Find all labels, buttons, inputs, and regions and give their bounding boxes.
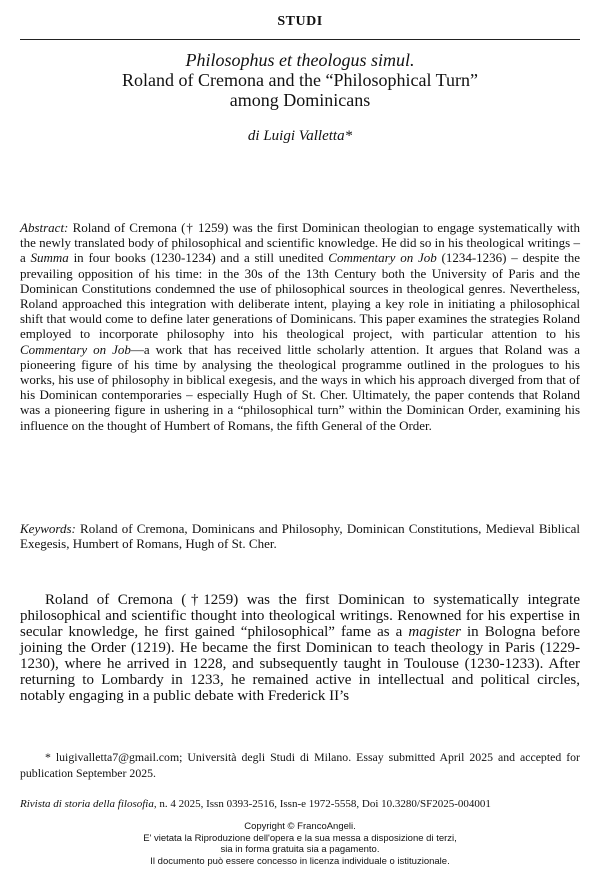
title-line-2: Roland of Cremona and the “Philosophical Turn” (122, 70, 478, 90)
keywords-paragraph (20, 521, 580, 551)
body-text-1: Roland of Cremona (†1259) was the first Dominican to systematically integrate philosophical and scientific thought into theological writings. Renowned for his expertise in secular knowledge, he first gained “philosophical” fame as a (20, 592, 580, 640)
article-title (20, 50, 580, 110)
citation-details: , n. 4 2025, Issn 0393-2516, Issn-e 1972-5558, Doi 10.3280/SF2025-004001 (153, 798, 491, 810)
copyright-line-4: Il documento può essere concesso in licenza individuale o istituzionale. (150, 855, 450, 867)
abstract-text-1: Roland of Cremona († 1259) was the first Dominican theologian to engage systematically with the newly translated body of philosophical and scientific knowledge. He did so in his theological writings – a (20, 220, 580, 266)
body-magister: magister (408, 624, 461, 640)
copyright-line-3: sia in forma gratuita sia a pagamento. (220, 844, 380, 855)
copyright-line-2: E' vietata la Riproduzione dell'opera e la sua messa a disposizione di terzi, (143, 832, 457, 844)
abstract-text-2: in four books (1230-1234) and a still unedited (68, 250, 329, 266)
header-rule (20, 39, 580, 40)
abstract-text-4: —a work that has received little scholarly attention. It argues that Roland was a pioneering figure of his time by analysing the theological programme outlined in the prologues to his works, his use of philosophy in biblical exegesis, and the ways in which his approach diverged from that of his Dominican contemporaries – especially Hugh of St. Cher. Ultimately, the paper contends that Roland was a pioneering figure in ushering in a “philosophical turn” within the Dominican Order, examining his influence on the thought of Humbert of Romans, the fifth General of the Order. (20, 341, 581, 433)
copyright-line-1: Copyright © FrancoAngeli. (244, 821, 356, 832)
abstract-text-3: (1234-1236) – despite the prevailing opposition of his time: in the 30s of the 13th Century both the University of Paris and the Dominican Constitutions condemned the use of philosophical sources in theological genres. Nevertheless, Roland approached this integration with deliberate intent, playing a key role in initiating a philosophical shift that would come to define later generations of Dominicans. This paper examines the strategies Roland employed to incorporate philosophy into his theological project, with particular attention to his (20, 250, 580, 342)
abstract-commentary-1: Commentary on Job (328, 250, 437, 266)
author-byline: di Luigi Valletta* (247, 128, 353, 144)
journal-citation (20, 797, 580, 811)
abstract-commentary-2: Commentary on Job (20, 341, 131, 357)
body-text-2: in Bologna before joining the Order (1219). He became the first Dominican to teach theology in Paris (1229-1230), where he arrived in 1228, and subsequently taught in Toulouse (1230-1233). After returning to Lombardy in 1233, he remained active in intellectual and political circles, notably engaging in a public debate with Frederick II’s (20, 624, 580, 704)
abstract-summa: Summa (30, 250, 69, 266)
title-line-1: Philosophus et theologus simul. (185, 50, 415, 70)
abstract-label: Abstract: (20, 220, 69, 235)
body-paragraph (20, 592, 580, 704)
abstract-paragraph (20, 220, 580, 433)
keywords-label: Keywords: (20, 521, 76, 536)
keywords-text: Roland of Cremona, Dominicans and Philosophy, Dominican Constitutions, Medieval Biblical Exegesis, Humbert of Romans, Hugh of St. Cher. (20, 521, 580, 552)
footnote: * luigivalletta7@gmail.com; Università degli Studi di Milano. Essay submitted April 2025 and accepted for publication September 2025. (20, 750, 580, 780)
copyright-notice (0, 821, 600, 867)
title-line-3: among Dominicans (229, 90, 371, 110)
journal-name: Rivista di storia della filosofia (20, 798, 154, 810)
section-label: STUDI (277, 14, 323, 29)
